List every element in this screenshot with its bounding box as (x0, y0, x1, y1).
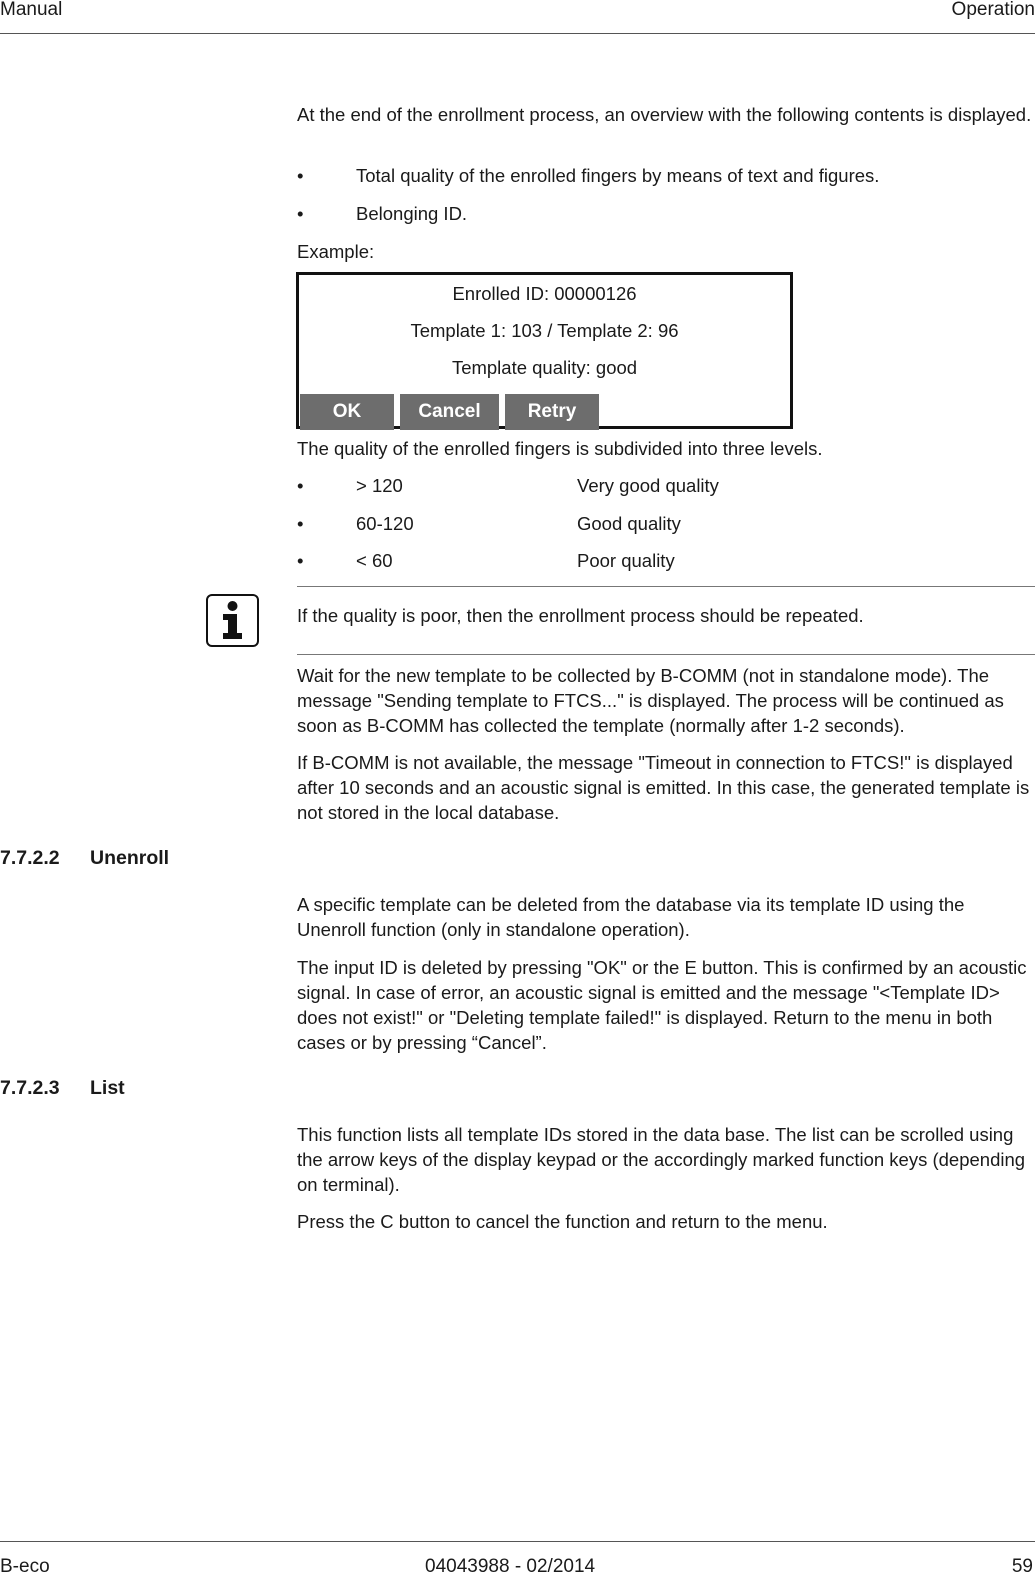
list-paragraph-2: Press the C button to cancel the function and return to the menu. (297, 1211, 828, 1232)
list-paragraph-1: This function lists all template IDs stored in the data base. The list can be scrolled using the arrow keys of the display keypad or the accordingly marked function keys (depending on terminal). (297, 1124, 1026, 1195)
level-range: 60-120 (356, 513, 414, 534)
level-label: Good quality (577, 513, 681, 534)
screen-template-quality: Template quality: good (451, 357, 638, 378)
info-glyph (208, 596, 257, 645)
info-divider-top (297, 586, 1035, 587)
screen-template-values: Template 1: 103 / Template 2: 96 (410, 320, 679, 341)
footer-doc-number: 04043988 - 02/2014 (425, 1556, 596, 1577)
screen-ok-button[interactable]: OK (300, 394, 394, 430)
header-divider (0, 33, 1035, 34)
header-left: Manual (0, 0, 63, 20)
screen-enrolled-id: Enrolled ID: 00000126 (452, 283, 637, 304)
info-divider-bottom (297, 654, 1035, 655)
footer-divider (0, 1541, 1035, 1542)
bullet-dot: • (297, 475, 304, 496)
footer-page-number: 59 (1011, 1556, 1033, 1577)
screen-retry-button[interactable]: Retry (505, 394, 599, 430)
info-note-text: If the quality is poor, then the enrollment process should be repeated. (297, 605, 864, 626)
level-range: > 120 (356, 475, 403, 496)
header-right: Operation (951, 0, 1035, 20)
bullet-dot: • (297, 203, 304, 224)
section-title: List (90, 1077, 125, 1099)
bullet-dot: • (297, 513, 304, 534)
screen-cancel-button[interactable]: Cancel (400, 394, 499, 430)
level-label: Very good quality (577, 475, 719, 496)
bullet-dot: • (297, 165, 304, 186)
section-number: 7.7.2.2 (0, 847, 60, 869)
levels-paragraph: The quality of the enrolled fingers is subdivided into three levels. (297, 438, 823, 459)
info-icon (206, 594, 259, 647)
timeout-paragraph: If B-COMM is not available, the message "Timeout in connection to FTCS!" is displayed after 10 seconds and an acoustic signal is emitted. In this case, the generated template is not stored in the local database. (297, 752, 1030, 823)
intro-bullet: Belonging ID. (356, 203, 468, 224)
intro-paragraph: At the end of the enrollment process, an overview with the following contents is displayed. (297, 104, 1032, 125)
example-label: Example: (297, 241, 375, 262)
section-title: Unenroll (90, 847, 170, 869)
unenroll-paragraph-2: The input ID is deleted by pressing "OK" or the E button. This is confirmed by an acoustic signal. In case of error, an acoustic signal is emitted and the message "<Template ID> does not exist!" or "Deleting template failed!" is displayed. Return to the menu in both cases or by pressing “Cancel”. (297, 957, 1027, 1053)
footer-product: B-eco (0, 1556, 50, 1577)
unenroll-paragraph-1: A specific template can be deleted from the database via its template ID using the Unenroll function (only in standalone operation). (297, 894, 965, 940)
terminal-screen-example (296, 272, 793, 429)
level-range: < 60 (356, 550, 393, 571)
bullet-dot: • (297, 550, 304, 571)
intro-bullet: Total quality of the enrolled fingers by means of text and figures. (356, 165, 880, 186)
wait-paragraph: Wait for the new template to be collected by B-COMM (not in standalone mode). The message "Sending template to FTCS..." is displayed. The process will be continued as soon as B-COMM has collected the template (normally after 1-2 seconds). (297, 665, 1004, 736)
section-number: 7.7.2.3 (0, 1077, 60, 1099)
level-label: Poor quality (577, 550, 675, 571)
